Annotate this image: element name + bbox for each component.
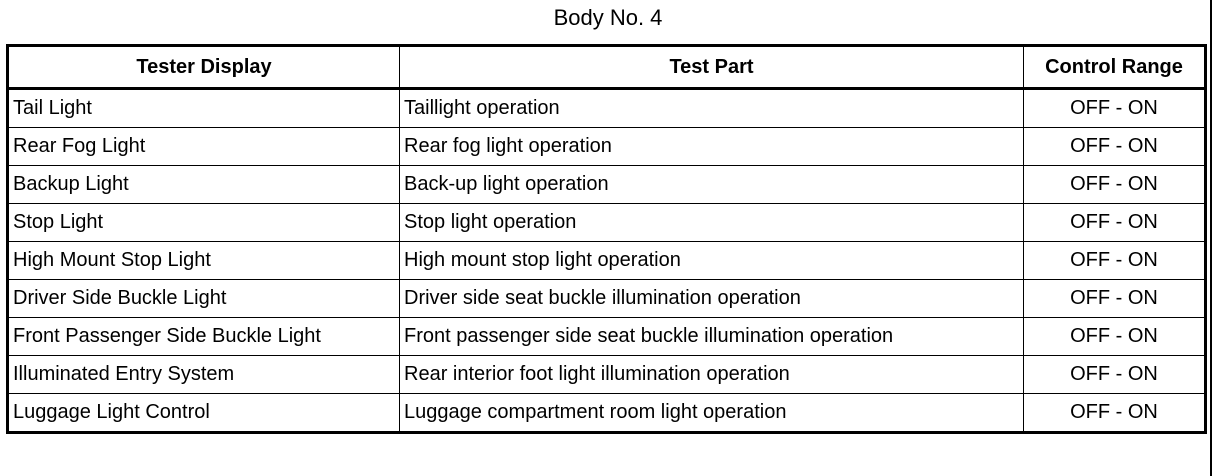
active-test-table bbox=[6, 44, 1207, 434]
table-row bbox=[8, 394, 1206, 433]
cell-test-part: Driver side seat buckle illumination operation bbox=[400, 280, 1024, 318]
cell-test-part: Luggage compartment room light operation bbox=[400, 394, 1024, 433]
cell-tester-display: Rear Fog Light bbox=[8, 128, 400, 166]
cell-tester-display: Front Passenger Side Buckle Light bbox=[8, 318, 400, 356]
table-row bbox=[8, 318, 1206, 356]
cell-test-part: Rear interior foot light illumination operation bbox=[400, 356, 1024, 394]
header-tester-display: Tester Display bbox=[8, 46, 400, 89]
cell-test-part: Back-up light operation bbox=[400, 166, 1024, 204]
table-row bbox=[8, 89, 1206, 128]
cell-test-part: Front passenger side seat buckle illumination operation bbox=[400, 318, 1024, 356]
cell-tester-display: Tail Light bbox=[8, 89, 400, 128]
cell-test-part: Taillight operation bbox=[400, 89, 1024, 128]
cell-tester-display: Illuminated Entry System bbox=[8, 356, 400, 394]
cell-control-range: OFF - ON bbox=[1024, 356, 1206, 394]
table-header-row bbox=[8, 46, 1206, 89]
cell-control-range: OFF - ON bbox=[1024, 318, 1206, 356]
table-row bbox=[8, 128, 1206, 166]
table-row bbox=[8, 166, 1206, 204]
cell-control-range: OFF - ON bbox=[1024, 280, 1206, 318]
cell-test-part: Rear fog light operation bbox=[400, 128, 1024, 166]
cell-tester-display: Luggage Light Control bbox=[8, 394, 400, 433]
page-edge-line bbox=[1210, 0, 1212, 476]
cell-test-part: High mount stop light operation bbox=[400, 242, 1024, 280]
cell-tester-display: Backup Light bbox=[8, 166, 400, 204]
table-row bbox=[8, 280, 1206, 318]
header-test-part: Test Part bbox=[400, 46, 1024, 89]
cell-control-range: OFF - ON bbox=[1024, 128, 1206, 166]
cell-control-range: OFF - ON bbox=[1024, 89, 1206, 128]
cell-control-range: OFF - ON bbox=[1024, 166, 1206, 204]
cell-control-range: OFF - ON bbox=[1024, 242, 1206, 280]
cell-tester-display: Stop Light bbox=[8, 204, 400, 242]
cell-tester-display: High Mount Stop Light bbox=[8, 242, 400, 280]
page-title: Body No. 4 bbox=[553, 5, 663, 30]
cell-control-range: OFF - ON bbox=[1024, 394, 1206, 433]
header-control-range: Control Range bbox=[1024, 46, 1206, 89]
cell-control-range: OFF - ON bbox=[1024, 204, 1206, 242]
cell-test-part: Stop light operation bbox=[400, 204, 1024, 242]
table-row bbox=[8, 242, 1206, 280]
table-row bbox=[8, 356, 1206, 394]
cell-tester-display: Driver Side Buckle Light bbox=[8, 280, 400, 318]
table-row bbox=[8, 204, 1206, 242]
